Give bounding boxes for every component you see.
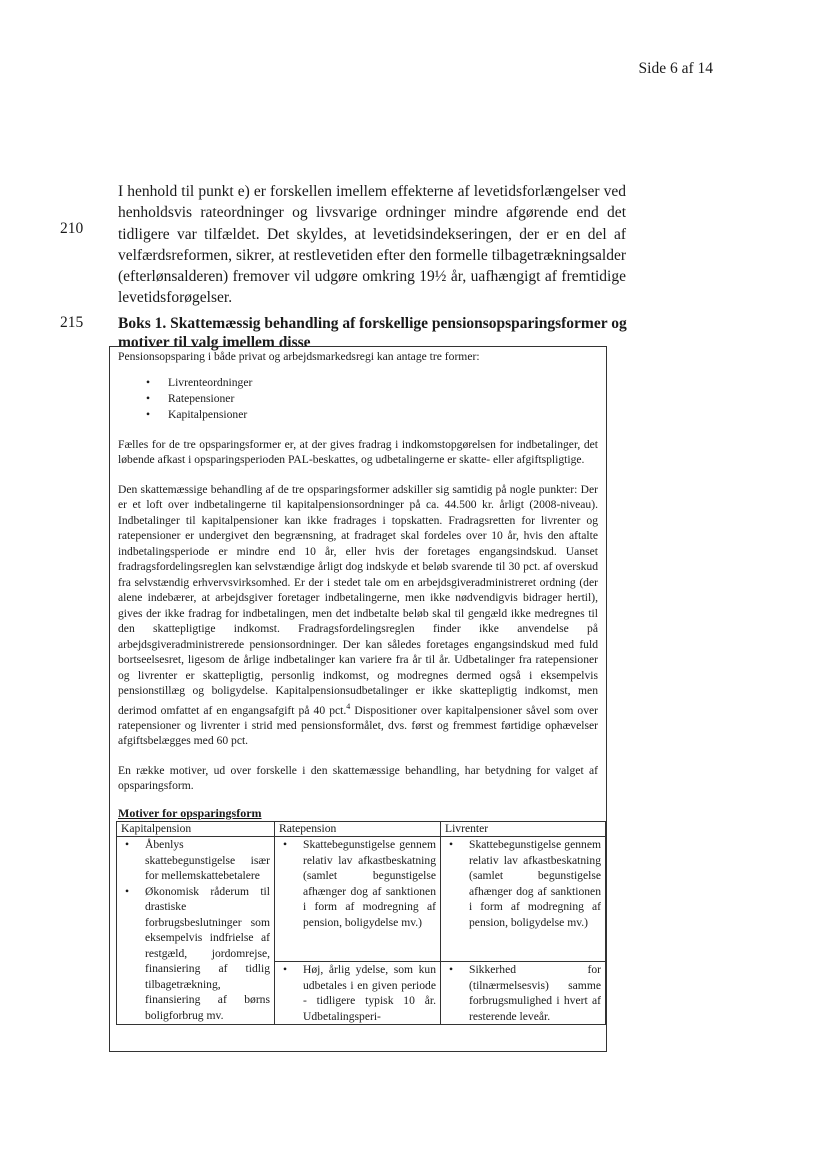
list-item: • Kapitalpensioner	[146, 407, 598, 423]
box-heading: Boks 1. Skattemæssig behandling af forskellige pensionsopsparingsformer og motiver til valg imellem disse	[118, 315, 627, 351]
line-number-215: 215	[60, 314, 84, 331]
column-header-livrente: Livrenter	[441, 822, 606, 837]
box-intro: Pensionsopsparing i både privat og arbejdsmarkedsregi kan antage tre former:	[118, 350, 480, 363]
motives-table	[116, 821, 606, 1025]
column-header-kapital: Kapitalpension	[117, 822, 275, 837]
list-item: • Skattebegunstigelse gennem relativ lav afkastbeskatning (samlet begunstigelse afhænger dog af sanktionen i form af modregning af pension, boligydelse mv.)	[445, 837, 601, 930]
rate-cell	[275, 837, 441, 1025]
box-paragraph-tax: Den skattemæssige behandling af de tre opsparingsformer adskiller sig samtidig på nogle punkter: Der er et loft over indbetalingerne til kapitalpensionsordninger på ca. 44.500 kr. årligt (2008-niveau). Indbetalinger til kapitalpensioner kan ikke fradrages i topskatten. Fradragsretten for livrenter og ratepensioner er undergivet den begrænsning, at fradraget skal fordeles over 10 år, hvis den aftalte indbetalingsperiode er mindre end 10 år, eller hvis der foretages engangsindskud. Uanset fradragsfordelingsreglen kan selvstændige årligt dog indskyde et beløb svarende til 30 pct. af overskud fra selvstændig erhvervsvirksomhed. Er der i stedet tale om en arbejdsgiveradministreret ordning (der alene indebærer, at arbejdsgiver foretager indbetalingerne, men ikke nødvendigvis bidrager hertil), gives der ikke fradrag for indbetalingen, men det indbetalte beløb skal til gengæld ikke medregnes til den skattepligtige indkomst. Fradragsfordelingsreglen finder ikke anvendelse på arbejdsgiveradministrerede pensionsordninger. Der kan således foretages engangsindskud med fuld bortseelsesret, ligesom de årlige indbetalinger kan variere fra år til år. Udbetalinger fra ratepensioner og livrenter er skattepligtig, personlig indkomst, og modregnes dermed også i eksempelvis pensionstillæg og boligydelse. Kapitalpensionsudbetalinger er ikke skattepligtig indkomst, men derimod omfattet af en engangsafgift på 40 pct.$^4$ Dispositioner over kapitalpensioner såvel som over ratepensioner og livrenter i strid med pensionsformålet, dvs. først og fremmest førtidige ophævelser afgiftsbelægges med 60 pct.	[118, 482, 599, 748]
footnote-marker: 4	[346, 701, 351, 711]
kapital-cell	[117, 837, 275, 1025]
body-paragraph: I henhold til punkt e) er forskellen imellem effekterne af levetidsforlængelser ved henholdsvis rateordninger og livsvarige ordninger mindre afgørende end det tidligere var tilfældet. Det skyldes, at levetidsindekseringen, der er en del af velfærdsreformen, sikrer, at restlevetiden efter den formelle tilbagetrækningsalder (efterlønsalderen) fremover vil udgøre omkring 19½ år, uafhængigt af fremtidige levetidsforøgelser.	[118, 183, 626, 307]
list-item: • Åbenlys skattebegunstigelse især for mellemskattebetalere	[121, 837, 270, 884]
list-item: • Livrenteordninger	[146, 375, 598, 391]
list-item: • Sikkerhed for (tilnærmelsesvis) samme forbrugsmulighed i hvert af resterende leveår.	[445, 962, 601, 1024]
column-header-rate: Ratepension	[275, 822, 441, 837]
list-item: • Skattebegunstigelse gennem relativ lav afkastbeskatning (samlet begunstigelse afhænger dog af sanktionen i form af modregning af pension, boligydelse mv.)	[279, 837, 436, 930]
list-item: • Høj, årlig ydelse, som kun udbetales i en given periode - tidligere typisk 10 år. Udbetalingsperi-	[279, 962, 436, 1024]
pension-forms-list	[146, 375, 598, 423]
box-paragraph-common: Fælles for de tre opsparingsformer er, at der gives fradrag i indkomstopgørelsen for indbetalinger, det løbende afkast i opsparingsperioden PAL-beskattes, og udbetalingerne er skatte- eller afgiftspligtige.	[118, 437, 598, 466]
motives-title: Motiver for opsparingsform	[118, 805, 262, 820]
page-number: Side 6 af 14	[638, 60, 713, 77]
list-item: • Økonomisk råderum til drastiske forbrugsbeslutninger som eksempelvis indfrielse af restgæld, jordomrejse, finansiering af tidlig tilbagetrækning, finansiering af børns boligforbrug mv.	[121, 884, 270, 1024]
line-number-210: 210	[60, 220, 84, 237]
info-box	[109, 346, 607, 1052]
list-item: • Ratepensioner	[146, 391, 598, 407]
box-paragraph-motives: En række motiver, ud over forskelle i den skattemæssige behandling, har betydning for valget af opsparingsform.	[118, 763, 598, 793]
livrente-cell	[441, 837, 606, 1025]
